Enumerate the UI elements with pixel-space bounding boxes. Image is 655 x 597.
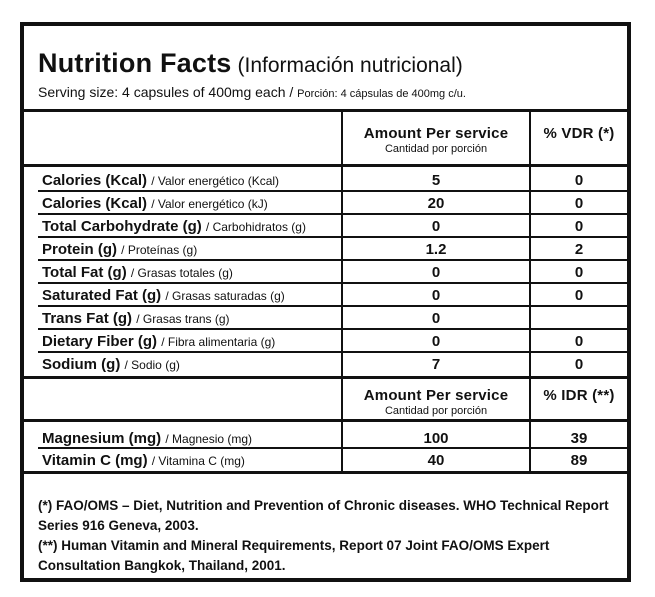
- row-divider: [38, 447, 627, 449]
- nutrition-facts-panel: [20, 22, 631, 582]
- nutrient-name: Total Fat (g): [42, 264, 127, 281]
- amount-value: 0: [431, 333, 441, 350]
- nutrient-label: [42, 356, 180, 373]
- nutrient-name-es: / Grasas trans (g): [136, 312, 230, 326]
- percent-value: 0: [574, 172, 584, 189]
- row-divider: [38, 259, 627, 261]
- percent-value: 39: [570, 430, 588, 447]
- nutrient-name: Protein (g): [42, 241, 117, 258]
- nutrient-name: Calories (Kcal): [42, 172, 148, 189]
- nutrient-name: Vitamin C (mg): [42, 452, 148, 469]
- amount-value: 0: [431, 218, 441, 235]
- row-divider: [38, 328, 627, 330]
- idr-header-label: % IDR (**): [543, 387, 615, 404]
- title-subtitle: (Información nutricional): [237, 54, 463, 77]
- row-divider: [38, 190, 627, 192]
- nutrient-label: [42, 264, 233, 281]
- serving-es: Porción: 4 cápsulas de 400mg c/u.: [297, 88, 466, 100]
- row-divider: [38, 213, 627, 215]
- nutrient-name-es: / Vitamina C (mg): [151, 454, 245, 468]
- nutrient-label: [42, 241, 197, 258]
- amount-value: 1.2: [425, 241, 447, 258]
- divider-footnotes: [24, 471, 627, 474]
- percent-value: 0: [574, 333, 584, 350]
- percent-value: 0: [574, 264, 584, 281]
- nutrient-name: Magnesium (mg): [42, 430, 162, 447]
- percent-value: 89: [570, 452, 588, 469]
- amount-value: 20: [427, 195, 445, 212]
- title-text: Nutrition Facts: [38, 48, 232, 78]
- amount-value: 7: [431, 356, 441, 373]
- nutrient-name: Sodium (g): [42, 356, 121, 373]
- nutrient-name: Dietary Fiber (g): [42, 333, 158, 350]
- label-header: [24, 26, 627, 109]
- nutrient-name-es: / Fibra alimentaria (g): [161, 335, 276, 349]
- divider-thick: [24, 109, 627, 112]
- percent-value: 2: [574, 241, 584, 258]
- nutrient-name-es: / Grasas totales (g): [130, 266, 233, 280]
- nutrient-label: [42, 287, 285, 304]
- nutrient-name: Saturated Fat (g): [42, 287, 162, 304]
- footnote-2: (**) Human Vitamin and Mineral Requirements, Report 07 Joint FAO/OMS Expert Consultation Bangkok, Thailand, 2001.: [38, 538, 550, 573]
- nutrient-label: [42, 172, 279, 189]
- amount-value: 0: [431, 310, 441, 327]
- amount-value: 0: [431, 287, 441, 304]
- nutrient-name-es: / Magnesio (mg): [165, 432, 253, 446]
- nutrient-name-es: / Proteínas (g): [121, 243, 198, 257]
- row-divider: [38, 282, 627, 284]
- amount-value: 40: [427, 452, 445, 469]
- percent-value: 0: [574, 218, 584, 235]
- amount-column-header: [343, 125, 529, 155]
- nutrient-name-es: / Valor energético (Kcal): [151, 174, 280, 188]
- amount-value: 0: [431, 264, 441, 281]
- serving-en: Serving size: 4 capsules of 400mg each /: [38, 84, 294, 100]
- nutrient-name: Calories (Kcal): [42, 195, 148, 212]
- nutrient-label: [42, 310, 230, 327]
- nutrient-label: [42, 430, 252, 447]
- footnotes: [38, 496, 618, 576]
- amount-value: 5: [431, 172, 441, 189]
- nutrient-name-es: / Grasas saturadas (g): [165, 289, 285, 303]
- amount-header-label-2: Amount Per service: [363, 387, 509, 404]
- percent-value: 0: [574, 195, 584, 212]
- divider-table1-header: [24, 164, 627, 167]
- amount-header-label: Amount Per service: [363, 125, 509, 142]
- nutrient-name: Total Carbohydrate (g): [42, 218, 202, 235]
- divider-table2-header: [24, 419, 627, 422]
- label-title: [38, 48, 463, 79]
- amount-column-header-2: [343, 387, 529, 417]
- nutrient-name-es: / Valor energético (kJ): [151, 197, 268, 211]
- vdr-header-label: % VDR (*): [543, 125, 615, 142]
- row-divider: [38, 305, 627, 307]
- percent-value: 0: [574, 287, 584, 304]
- vdr-column-header: [531, 125, 627, 142]
- nutrient-label: [42, 333, 275, 350]
- amount-value: 100: [423, 430, 449, 447]
- nutrient-name-es: / Carbohidratos (g): [205, 220, 306, 234]
- row-divider: [38, 236, 627, 238]
- serving-size: [38, 84, 466, 100]
- percent-value: 0: [574, 356, 584, 373]
- amount-header-es: Cantidad por porción: [384, 143, 488, 155]
- divider-table2-top: [24, 376, 627, 379]
- nutrient-label: [42, 218, 306, 235]
- nutrient-name: Trans Fat (g): [42, 310, 133, 327]
- nutrient-name-es: / Sodio (g): [124, 358, 180, 372]
- row-divider: [38, 351, 627, 353]
- nutrient-label: [42, 195, 268, 212]
- nutrient-label: [42, 452, 245, 469]
- amount-header-es-2: Cantidad por porción: [384, 405, 488, 417]
- idr-column-header: [531, 387, 627, 404]
- footnote-1: (*) FAO/OMS – Diet, Nutrition and Prevention of Chronic diseases. WHO Technical Report Series 916 Geneva, 2003.: [38, 498, 609, 533]
